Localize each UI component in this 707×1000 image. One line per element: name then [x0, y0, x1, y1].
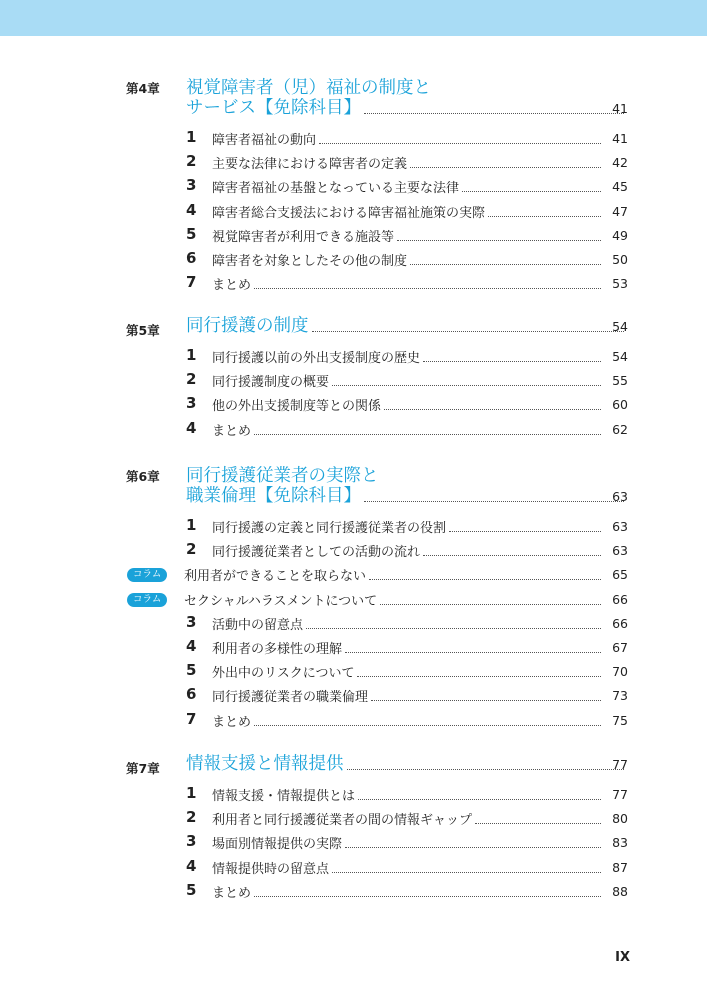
section-title-text: 障害者福祉の動向: [212, 133, 317, 148]
section-page-number: 42: [612, 155, 628, 171]
section-page-number: 50: [612, 252, 628, 267]
section-page-number: 60: [612, 397, 628, 413]
chapter-title-row[interactable]: [186, 313, 629, 337]
section-number: 5: [186, 224, 197, 243]
section-page-number: 83: [612, 835, 628, 851]
section-row[interactable]: [0, 346, 707, 370]
section-number: 7: [186, 709, 197, 728]
section-title: [212, 833, 606, 852]
section-title-text: 情報提供時の留意点: [212, 861, 330, 877]
section-row[interactable]: [0, 419, 707, 443]
dot-leader: [345, 652, 601, 653]
section-row[interactable]: [0, 808, 707, 832]
section-page-number: 63: [612, 519, 628, 534]
section-number: 5: [186, 661, 197, 680]
section-row[interactable]: [0, 370, 707, 394]
dot-leader: [254, 896, 601, 897]
section-title-text: 障害者を対象としたその他の制度: [212, 254, 408, 269]
section-row[interactable]: [0, 710, 707, 734]
section-row[interactable]: [0, 516, 707, 540]
dot-leader: [384, 409, 601, 410]
section-number: 2: [186, 540, 197, 559]
section-title-text: 利用者ができることを取らない: [184, 569, 367, 585]
section-number: 4: [186, 200, 197, 219]
dot-leader: [380, 604, 601, 605]
section-title: [212, 541, 606, 560]
section-number: 4: [186, 637, 197, 655]
chapter-label: 第5章: [126, 323, 160, 338]
section-row[interactable]: [0, 685, 707, 709]
section-number: 3: [186, 612, 197, 631]
dot-leader: [254, 288, 601, 289]
dot-leader: [306, 628, 601, 629]
dot-leader: [254, 434, 601, 435]
section-page-number: 63: [612, 543, 628, 559]
column-badge: コラム: [127, 568, 167, 582]
section-page-number: 67: [612, 640, 628, 655]
section-title: [212, 202, 606, 221]
section-page-number: 65: [612, 567, 628, 583]
dot-leader: [397, 240, 601, 241]
section-title-text: まとめ: [212, 714, 252, 730]
section-number: 1: [186, 784, 197, 802]
chapter-label: 第7章: [126, 761, 160, 776]
dot-leader: [332, 872, 601, 873]
section-page-number: 47: [612, 203, 628, 219]
section-title: [212, 420, 606, 439]
chapter-title-line: 同行援護従業者の実際と: [186, 466, 379, 486]
dot-leader: [254, 725, 601, 726]
section-title: [212, 274, 606, 293]
section-page-number: 66: [612, 591, 628, 607]
section-title-text: 同行援護制度の概要: [212, 375, 330, 391]
section-title: [212, 395, 606, 414]
dot-leader: [369, 579, 601, 580]
section-page-number: 54: [612, 349, 628, 364]
section-title: [212, 638, 606, 657]
section-title: [212, 785, 606, 804]
section-title-text: セクシャルハラスメントについて: [184, 593, 378, 609]
chapter-title-line: サービス【免除科目】: [186, 98, 361, 118]
section-title-text: 同行援護従業者の職業倫理: [212, 690, 369, 706]
column-row[interactable]: [0, 564, 707, 588]
section-page-number: 75: [612, 712, 628, 728]
section-page-number: 62: [612, 421, 628, 437]
section-title: [212, 129, 606, 148]
section-row[interactable]: [0, 394, 707, 418]
section-row[interactable]: [0, 249, 707, 273]
section-title: [212, 711, 606, 730]
section-number: 6: [186, 249, 197, 267]
section-page-number: 55: [612, 373, 628, 389]
section-title-text: 活動中の留意点: [212, 617, 304, 633]
section-page-number: 80: [612, 811, 628, 827]
dot-leader: [449, 531, 601, 532]
dot-leader: [423, 361, 601, 362]
section-number: 3: [186, 176, 197, 195]
section-title-text: 主要な法律における障害者の定義: [212, 157, 408, 173]
section-number: 1: [186, 346, 197, 364]
section-title-text: 視覚障害者が利用できる施設等: [212, 229, 395, 245]
section-number: 1: [186, 516, 197, 534]
section-title-text: 同行援護以前の外出支援制度の歴史: [212, 351, 421, 366]
dot-leader: [488, 216, 601, 217]
column-badge: コラム: [127, 593, 167, 607]
section-row[interactable]: [0, 832, 707, 856]
chapter-page-number: 63: [612, 489, 628, 504]
section-title: [212, 177, 606, 196]
dot-leader: [475, 823, 601, 824]
section-row[interactable]: [0, 273, 707, 297]
section-title-text: 利用者と同行援護従業者の間の情報ギャップ: [212, 813, 473, 829]
section-number: 2: [186, 808, 197, 827]
section-title: [212, 858, 606, 877]
dot-leader: [357, 676, 601, 677]
section-title-text: 場面別情報提供の実際: [212, 837, 343, 853]
section-number: 2: [186, 152, 197, 171]
section-row[interactable]: [0, 128, 707, 152]
section-number: 3: [186, 394, 197, 413]
section-row[interactable]: [0, 784, 707, 808]
section-title: [212, 686, 606, 705]
chapter-title-line: 同行援護の制度: [186, 316, 309, 336]
dot-leader: [345, 847, 601, 848]
section-number: 1: [186, 128, 197, 146]
section-title: [212, 250, 606, 269]
section-row[interactable]: [0, 152, 707, 176]
section-title: [212, 371, 606, 390]
section-page-number: 73: [612, 688, 628, 704]
dot-leader: [347, 769, 625, 770]
section-number: 2: [186, 370, 197, 389]
dot-leader: [364, 113, 624, 114]
section-page-number: 70: [612, 664, 628, 680]
section-page-number: 87: [612, 859, 628, 875]
section-title-text: 同行援護従業者としての活動の流れ: [212, 545, 421, 561]
chapter-title-row[interactable]: [186, 483, 629, 507]
chapter-page-number: 77: [612, 757, 628, 772]
section-title: [212, 882, 606, 901]
section-title: [212, 517, 606, 536]
dot-leader: [423, 555, 601, 556]
section-number: 7: [186, 273, 197, 292]
section-row[interactable]: [0, 857, 707, 881]
section-number: 4: [186, 418, 197, 437]
dot-leader: [332, 385, 601, 386]
dot-leader: [364, 501, 624, 502]
section-title: [212, 347, 606, 366]
dot-leader: [410, 264, 601, 265]
section-row[interactable]: [0, 176, 707, 200]
section-title-text: まとめ: [212, 885, 252, 901]
section-page-number: 41: [612, 131, 628, 146]
section-number: 5: [186, 880, 197, 899]
section-row[interactable]: [0, 881, 707, 905]
column-row[interactable]: [0, 589, 707, 613]
dot-leader: [410, 167, 601, 168]
section-title: [212, 809, 606, 828]
dot-leader: [371, 700, 601, 701]
section-title-text: まとめ: [212, 423, 252, 439]
section-title-text: まとめ: [212, 278, 252, 294]
section-title: [212, 153, 606, 172]
section-number: 6: [186, 685, 197, 704]
section-title: [212, 614, 606, 633]
section-row[interactable]: [0, 613, 707, 637]
section-title-text: 障害者総合支援法における障害福祉施策の実際: [212, 205, 486, 221]
chapter-title-line: 職業倫理【免除科目】: [186, 486, 361, 506]
section-title-text: 障害者福祉の基盤となっている主要な法律: [212, 181, 460, 197]
section-title-text: 同行援護の定義と同行援護従業者の役割: [212, 521, 447, 536]
chapter-page-number: 54: [612, 319, 628, 334]
section-title-text: 他の外出支援制度等との関係: [212, 399, 382, 415]
section-title: [212, 226, 606, 245]
section-row[interactable]: [0, 225, 707, 249]
section-row[interactable]: [0, 201, 707, 225]
section-title: [184, 590, 606, 609]
dot-leader: [319, 143, 601, 144]
section-title-text: 利用者の多様性の理解: [212, 642, 343, 657]
section-page-number: 45: [612, 179, 628, 195]
section-row[interactable]: [0, 661, 707, 685]
chapter-title-row[interactable]: [186, 95, 629, 119]
section-page-number: 88: [612, 883, 628, 899]
page-number: IX: [615, 950, 630, 965]
section-title-text: 外出中のリスクについて: [212, 666, 355, 682]
chapter-label: 第6章: [126, 469, 160, 484]
dot-leader: [462, 191, 601, 192]
section-title: [184, 565, 606, 584]
section-number: 4: [186, 856, 197, 875]
section-title: [212, 662, 606, 681]
chapter-label: 第4章: [126, 81, 160, 96]
section-row[interactable]: [0, 637, 707, 661]
chapter-title-row[interactable]: [186, 751, 629, 775]
section-title-text: 情報支援・情報提供とは: [212, 789, 356, 804]
section-page-number: 49: [612, 227, 628, 243]
section-page-number: 77: [612, 787, 628, 802]
section-row[interactable]: [0, 540, 707, 564]
chapter-page-number: 41: [612, 101, 628, 116]
section-page-number: 53: [612, 276, 628, 292]
section-page-number: 66: [612, 615, 628, 631]
section-number: 3: [186, 832, 197, 851]
dot-leader: [312, 331, 625, 332]
dot-leader: [358, 799, 601, 800]
chapter-title-line: 視覚障害者（児）福祉の制度と: [186, 78, 431, 98]
chapter-title-line: 情報支援と情報提供: [186, 754, 344, 774]
